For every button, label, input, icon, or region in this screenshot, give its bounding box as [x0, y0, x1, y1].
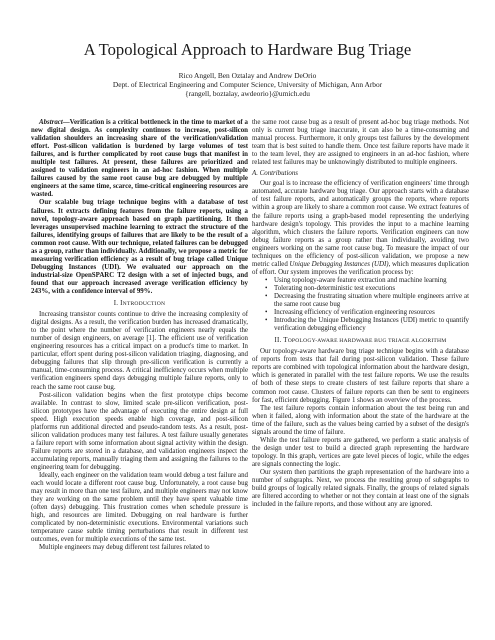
algorithm-paragraph-1: Our topology-aware hardware bug triage technique begins with a database of reports from tests that fail during post-silicon validation. These failure reports are combined with topological information about the hardware design, which is generated in parallel with the test failure reports. We use the results of both of these steps to create clusters of test failure reports that share a common root cause. Clusters of failure reports can then be sent to engineers for fast, efficient debugging. Figure 1 shows an overview of the process.: [252, 348, 469, 404]
section-initial: I: [120, 300, 123, 308]
contributions-list: [252, 277, 469, 333]
subsection-heading-contributions: A. Contributions: [252, 170, 298, 178]
intro-paragraph-2: Post-silicon validation begins when the first prototype chips become available. In contrast to slow, limited scale pre-silicon verification, post-silicon prototypes have the advantage of executing the entire design at full speed. High execution speeds enable high coverage, and post-silicon platforms run additional directed and pseudo-random tests. As a result, post-silicon validation produces many test failures. A test failure usually generates a failure report with some information about signal activity within the design. Failure reports are stored in a database, and validation engineers inspect the accumulating reports, manually triaging them and assigning the failures to the engineering team for debugging.: [31, 391, 248, 471]
list-item: • Decreasing the frustrating situation where multiple engineers arrive at the same root cause bug: [274, 293, 469, 309]
section-heading-introduction: [31, 300, 248, 308]
author-emails: {rangell, boztalay, awdeorio}@umich.edu: [185, 89, 310, 99]
author-affiliation: Dept. of Electrical Engineering and Computer Science, University of Michigan, Ann Arbor: [112, 80, 383, 90]
list-item: • Increasing efficiency of verification engineering resources: [274, 309, 469, 317]
algorithm-paragraph-2: The test failure reports contain information about the test being run and when it failed, along with information about the state of the hardware at the time of the failure, such as the values being carried by a subset of the design's signals around the time of failure.: [252, 404, 469, 436]
left-column: [31, 119, 248, 552]
right-column: [252, 119, 469, 509]
abstract-label: Abstract: [39, 119, 63, 126]
author-names: Rico Angell, Ben Oztalay and Andrew DeOrio: [178, 71, 317, 80]
section-number: II.: [274, 337, 282, 345]
contributions-text-end: , which measures duplication of effort. Our system improves the verification process by:: [252, 260, 470, 276]
abstract-paragraph-2: Our scalable bug triage technique begins with a database of test failures. It extracts defining features from the failure reports, using a novel, topology-aware approach based on graph partitioning. It then leverages unsupervised machine learning to extract the structure of the failures, identifying groups of failures that are likely to be the result of a common root cause. With our technique, related failures can be debugged as a group, rather than individually. Additionally, we propose a metric for measuring verification efficiency as a result of bug triage called Unique Debugging Instances (UDI). We evaluated our approach on the industrial-size OpenSPARC T2 design with a set of injected bugs, and found that our approach increased average verification efficiency by 243%, with a confidence interval of 99%.: [31, 199, 248, 295]
abstract-text-1: —Verification is a critical bottleneck in the time to market of a new digital design. As complexity continues to increase, post-silicon validation shoulders an increasing share of the verification/validation effort. Post-silicon validation is burdened by large volumes of test failures, and is further complicated by root cause bugs that manifest in multiple test failures. At present, these failures are prioritized and assigned to validation engineers in an ad-hoc fashion. When multiple failures caused by the same root cause bug are debugged by multiple engineers at the same time, scarce, time-critical engineering resources are wasted.: [31, 119, 248, 199]
section-title-rest: NTRODUCTION: [122, 301, 166, 308]
paper-title: A Topological Approach to Hardware Bug Triage: [83, 40, 412, 59]
section-heading-algorithm: [252, 337, 469, 345]
section-number: I.: [113, 300, 119, 308]
section-initial: T: [283, 337, 288, 345]
intro-paragraph-3: Ideally, each engineer on the validation team would debug a test failure and each would locate a different root cause bug. Unfortunately, a root cause bug may result in more than one test failure, and multiple engineers may not know they are working on the same problem until they have spent valuable time (often days) debugging. This frustration comes when schedule pressure is high, and resources are limited. Debugging on real hardware is further complicated by non-deterministic executions. Environmental variations such temperature cause subtle timing perturbations that result in different test outcomes, even for multiple executions of the same test.: [31, 472, 248, 544]
contributions-text: Our goal is to increase the efficiency of verification engineers' time through automated, accurate hardware bug triage. Our approach starts with a database of test failure reports, and automatically groups the reports, where reports within a group are likely to share a common root cause. We extract features of the failure reports using a graph-based model representing the underlying hardware design's topology. This provides the input to a machine learning algorithm, which clusters the failure reports. Verification engineers can now debug failure reports as a group rather than individually, avoiding two engineers working on the same root cause bug. To measure the impact of our techniques on the efficiency of post-silicon validation, we propose a new metric called: [252, 180, 469, 268]
algorithm-paragraph-3: While the test failure reports are gathered, we perform a static analysis of the design under test to build a directed graph representing the hardware topology. In this graph, vertices are gate level pieces of logic, while the edges are signals connecting the logic.: [252, 436, 469, 468]
intro-paragraph-1: Increasing transistor counts continue to drive the increasing complexity of digital designs. As a result, the verification burden has increased dramatically, to the point where the number of verification engineers nearly equals the number of design engineers, on average [1]. The efficient use of verification engineering resources has a critical impact on a product's time to market. In particular, effort spent during post-silicon validation triaging, diagnosing, and debugging failures that slip through pre-silicon verification is currently a manual, time-consuming process. A critical inefficiency occurs when multiple verification engineers spend days debugging multiple failure reports, only to reach the same root cause bug.: [31, 311, 248, 391]
contributions-paragraph: [252, 180, 469, 277]
intro-paragraph-4: Multiple engineers may debug different test failures related to: [39, 544, 210, 552]
section-title-rest: OPOLOGY-AWARE HARDWARE BUG TRIAGE ALGORITHM: [287, 338, 447, 345]
list-item: • Using topology-aware feature extraction and machine learning: [274, 277, 469, 285]
algorithm-paragraph-4: Our system then partitions the graph representation of the hardware into a number of subgraphs. Next, we process the resulting group of subgraphs to build groups of logically related signals. Finally, the groups of related signals are filtered according to whether or not they contain at least one of the signals included in the failure reports, and those without any are ignored.: [252, 468, 469, 509]
list-item: • Tolerating non-deterministic test executions: [274, 285, 469, 293]
right-paragraph-1: the same root cause bug as a result of present ad-hoc bug triage methods. Not only is current bug triage inaccurate, it can also be a time-consuming and manual process. Furthermore, it only groups test failures by the development team that is best suited to handle them. Once test failure reports have made it to the team level, they are assigned to engineers in an ad-hoc fashion, where related test failures may be unknowingly distributed to multiple engineers.: [252, 119, 469, 167]
udi-term: Unique Debugging Instances (UDI): [289, 260, 389, 268]
list-item: • Introducing the Unique Debugging Instances (UDI) metric to quantify verification debugging efficiency: [274, 317, 469, 333]
abstract-paragraph-1: [31, 119, 248, 199]
author-block: [0, 71, 495, 99]
